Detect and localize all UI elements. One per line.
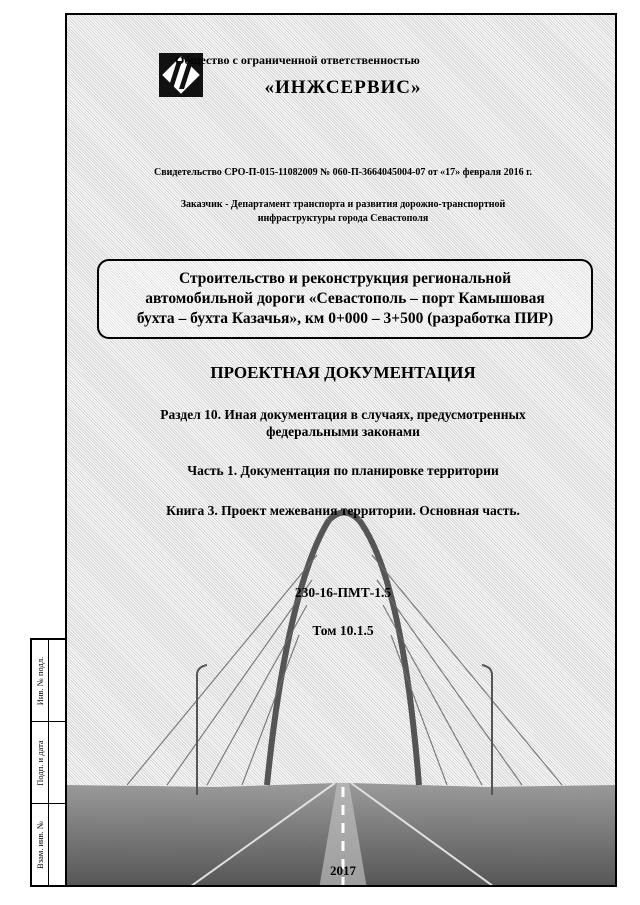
stamp-label-replacement: Взам. инв. № xyxy=(35,820,45,869)
customer xyxy=(67,198,617,226)
customer-line-2: инфраструктуры города Севастополя xyxy=(257,213,429,224)
stamp-value-signature xyxy=(49,722,65,803)
organization-name: «ИНЖСЕРВИС» xyxy=(264,77,422,98)
side-stamp xyxy=(30,638,67,887)
stamp-cell-inventory xyxy=(32,640,65,722)
customer-line-1: Заказчик - Департамент транспорта и развития дорожно-транспортной xyxy=(180,199,506,210)
stamp-cell-signature xyxy=(32,722,65,804)
document-code: 230-16-ПМТ-1.5 xyxy=(294,585,392,600)
section-title xyxy=(107,406,579,440)
project-title-box xyxy=(97,259,593,339)
stamp-label-signature: Подп. и дата xyxy=(35,739,45,786)
document-type: ПРОЕКТНАЯ ДОКУМЕНТАЦИЯ xyxy=(210,363,476,382)
stamp-label-inventory: Инв. № подл. xyxy=(35,656,45,705)
sro-certificate: Свидетельство СРО-П-015-11082009 № 060-П-3664045004-07 от «17» февраля 2016 г. xyxy=(153,167,533,178)
stamp-value-replacement xyxy=(49,804,65,885)
volume-number: Том 10.1.5 xyxy=(312,623,374,638)
organization-legal-form: Общество с ограниченной ответственностью xyxy=(175,53,420,67)
year: 2017 xyxy=(330,863,356,878)
section-title-line-2: федеральными законами xyxy=(266,424,420,439)
project-title-line-2: автомобильной дороги «Севастополь – порт Камышовая xyxy=(145,290,545,307)
bridge-background-image xyxy=(67,15,617,887)
project-title-line-3: бухта – бухта Казачья», км 0+000 – 3+500 (разработка ПИР) xyxy=(136,310,554,327)
project-title-line-1: Строительство и реконструкция региональной xyxy=(178,270,512,287)
book-title: Книга 3. Проект межевания территории. Основная часть. xyxy=(166,503,520,518)
stamp-value-inventory xyxy=(49,640,65,721)
section-title-line-1: Раздел 10. Иная документация в случаях, предусмотренных xyxy=(160,407,526,422)
stamp-cell-replacement xyxy=(32,804,65,885)
part-title: Часть 1. Документация по планировке территории xyxy=(187,463,499,478)
title-sheet xyxy=(65,13,617,887)
